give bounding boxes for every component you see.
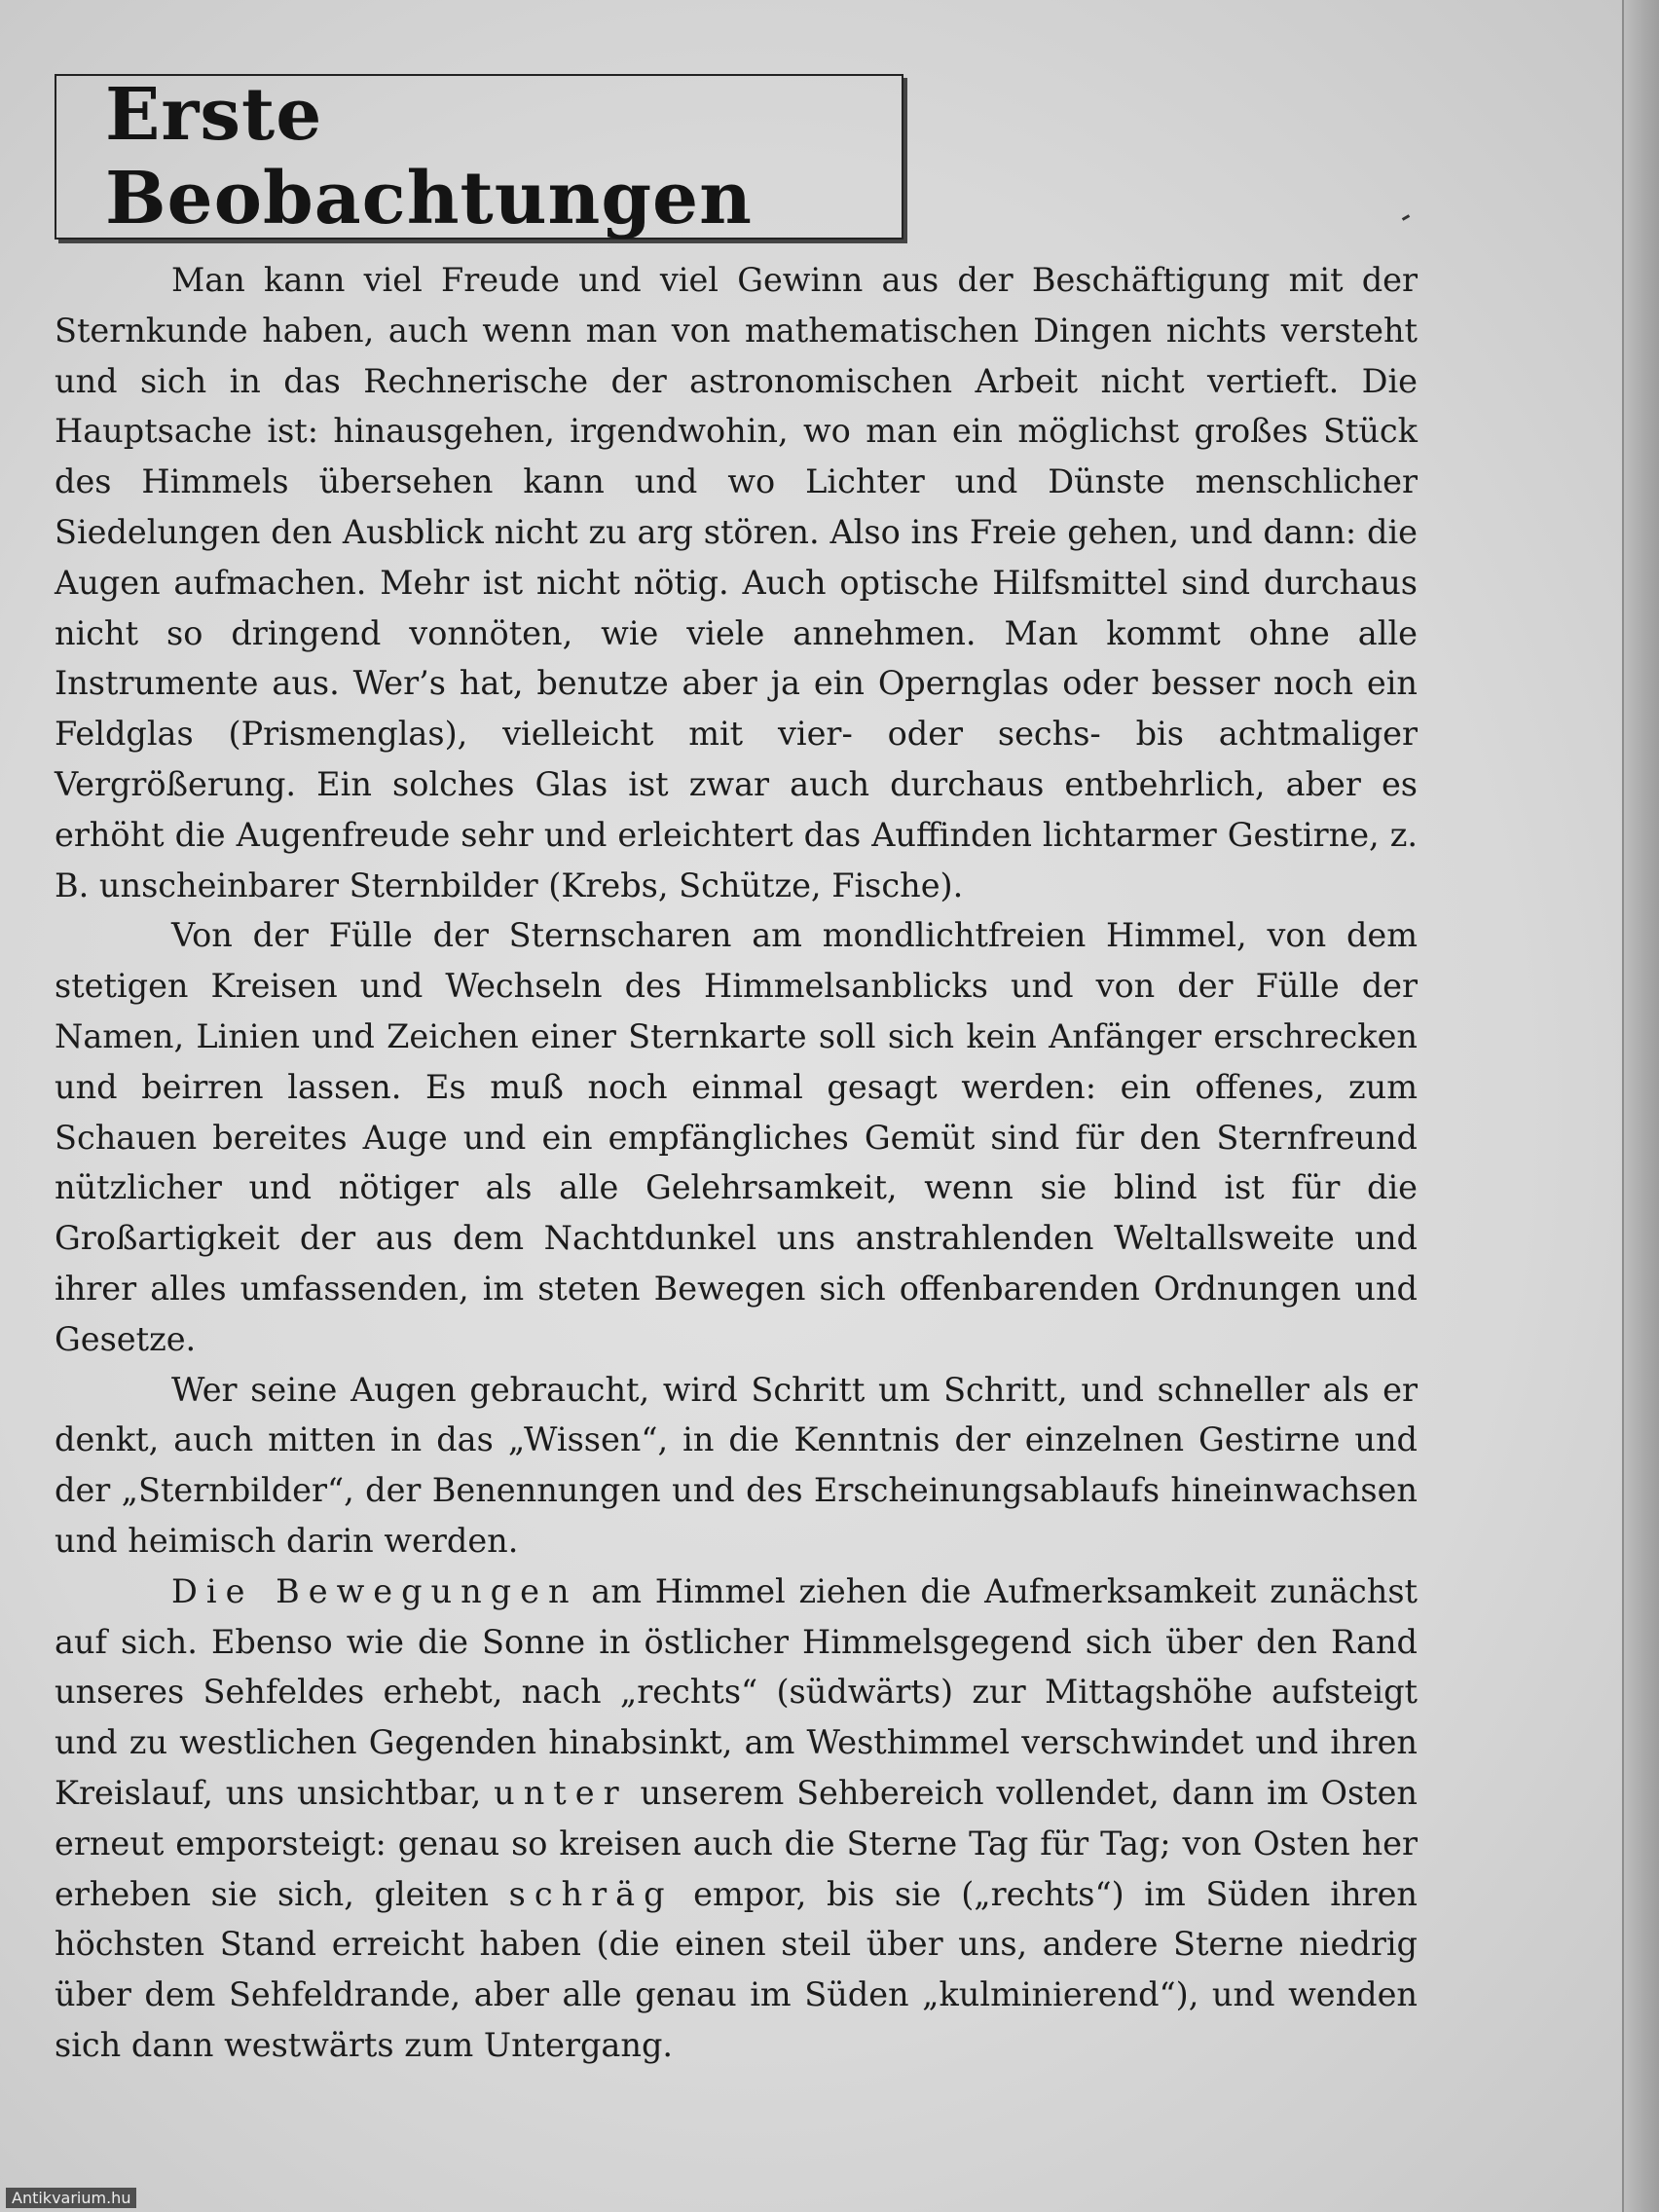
paragraph-2: Von der Fülle der Sternscharen am mondlichtfreien Himmel, von dem stetigen Kreisen und Wechseln des Himmelsanblicks und von der Fülle der Namen, Linien und Zeichen einer Sternkarte soll sich kein Anfänger erschrecken und beirren lassen. Es muß noch einmal gesagt werden: ein offenes, zum Schauen bereites Auge und ein empfängliches Gemüt sind für den Sternfreund nützlicher und nötiger als alle Gelehrsamkeit, wenn sie blind ist für die Großartigkeit der aus dem Nachtdunkel uns anstrahlenden Weltallsweite und ihrer alles umfassenden, im steten Bewegen sich offenbarenden Ordnungen und Gesetze. [55,916,1418,1358]
paragraph-4-part-a: am Himmel ziehen die Aufmerksamkeit zunächst auf sich. Ebenso wie die Sonne in östlicher Himmelsgegend sich über den Rand unseres Sehfeldes erhebt, nach „rechts“ (südwärts) zur Mittagshöhe aufsteigt und zu westlichen Gegenden hinabsinkt, am Westhimmel verschwindet und ihren Kreislauf, uns unsichtbar, [55,1571,1418,1812]
page-title: Erste Beobachtungen [105,73,753,240]
paragraph-3: Wer seine Augen gebraucht, wird Schritt um Schritt, und schneller als er denkt, auch mitten in das „Wissen“, in die Kenntnis der einzelnen Gestirne und der „Sternbilder“, der Benennungen und des Erscheinungsablaufs hineinwachsen und heimisch darin werden. [55,1370,1418,1560]
spaced-emphasis-schraeg: schräg [508,1874,674,1913]
watermark: Antikvarium.hu [6,2188,136,2208]
paragraph-4 [55,1567,1418,2071]
page-edge [1622,0,1659,2212]
paragraph-4-part-c: empor, bis sie („rechts“) im Süden ihren höchsten Stand erreicht haben (die einen steil über uns, andere Sterne niedrig über dem Sehfeldrande, aber alle genau im Süden „kulminierend“), und wenden sich dann westwärts zum Untergang. [55,1874,1418,2064]
ink-speck [1402,214,1410,221]
title-box [55,74,903,240]
paragraph-1: Man kann viel Freude und viel Gewinn aus der Beschäftigung mit der Sternkunde haben, auch wenn man von mathematischen Dingen nichts versteht und sich in das Rechnerische der astronomischen Arbeit nicht vertieft. Die Hauptsache ist: hinausgehen, irgendwohin, wo man ein möglichst großes Stück des Himmels übersehen kann und wo Lichter und Dünste menschlicher Siedelungen den Ausblick nicht zu arg stören. Also ins Freie gehen, und dann: die Augen aufmachen. Mehr ist nicht nötig. Auch optische Hilfsmittel sind durchaus nicht so dringend vonnöten, wie viele annehmen. Man kommt ohne alle Instrumente aus. Wer’s hat, benutze aber ja ein Opernglas oder besser noch ein Feldglas (Prismenglas), vielleicht mit vier- oder sechs- bis achtmaliger Vergrößerung. Ein solches Glas ist zwar auch durchaus entbehrlich, aber es erhöht die Augenfreude sehr und erleichtert das Auffinden lichtarmer Gestirne, z. B. unscheinbarer Sternbilder (Krebs, Schütze, Fische). [55,261,1418,904]
spaced-emphasis: Die Bewegungen [171,1571,578,1610]
paragraph-4-part-b: unserem Sehbereich vollendet, dann im Osten erneut emporsteigt: genau so kreisen auch die Sterne Tag für Tag; von Osten her erheben sie sich, gleiten [55,1773,1418,1913]
spaced-emphasis-unter: unter [494,1773,628,1812]
body-text [55,255,1418,2071]
